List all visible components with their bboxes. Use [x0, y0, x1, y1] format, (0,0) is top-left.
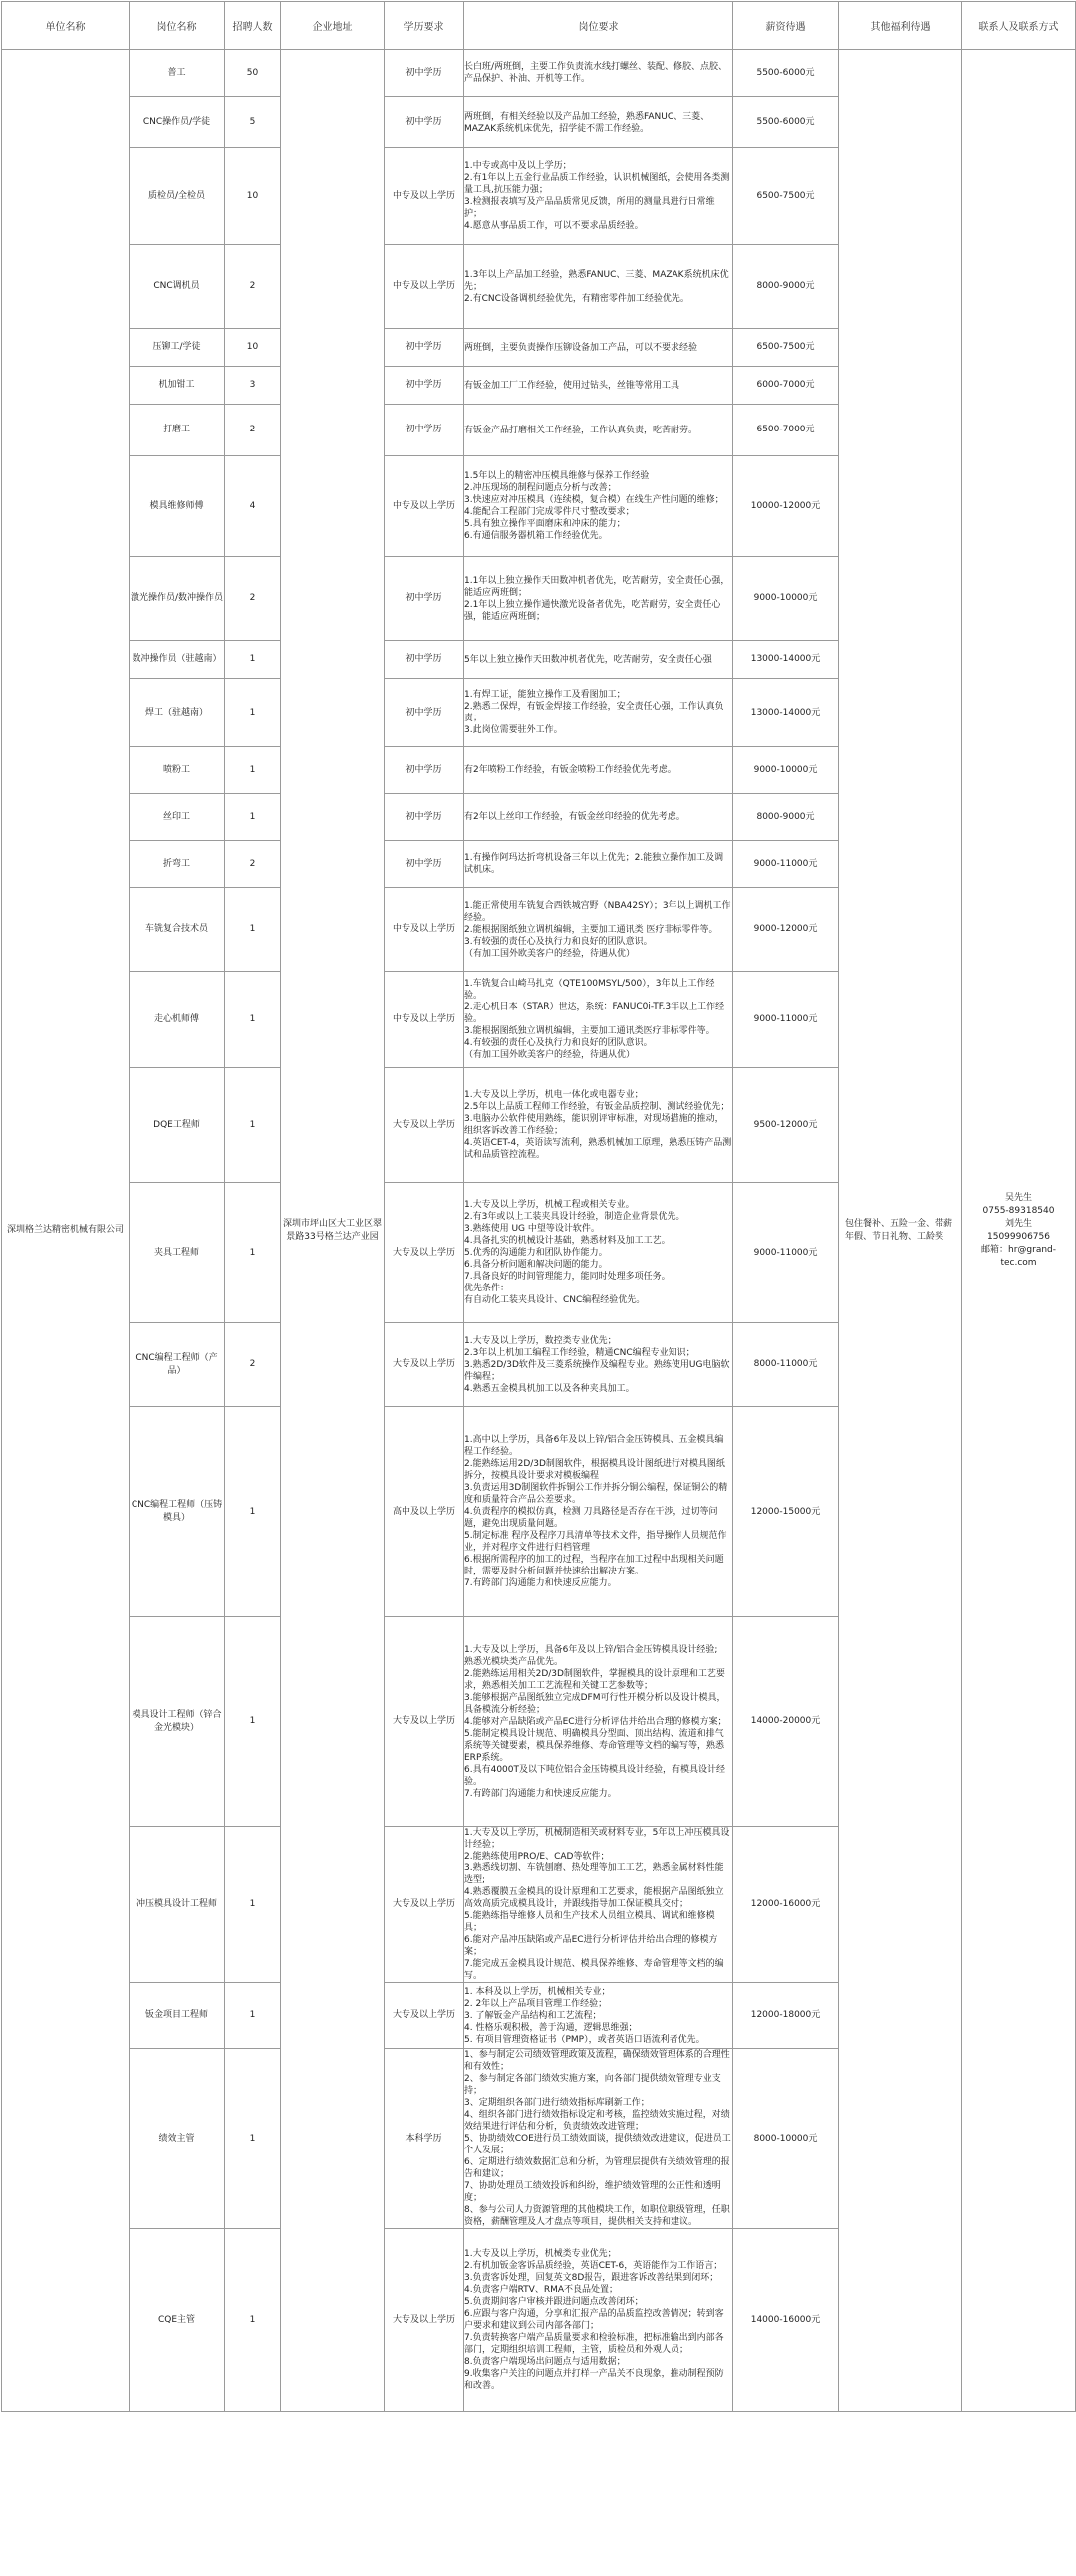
- job-education: 大专及以上学历: [385, 1983, 464, 2049]
- job-count: 1: [225, 1183, 281, 1323]
- job-education: 初中学历: [385, 557, 464, 641]
- job-education: 初中学历: [385, 97, 464, 148]
- job-requirements: 有2年喷粉工作经验，有钣金喷粉工作经验优先考虑。: [464, 747, 733, 794]
- job-requirements: 1、参与制定公司绩效管理政策及流程，确保绩效管理体系的合理性和有效性； 2、参与制定各部门绩效实施方案，向各部门提供绩效管理专业支持； 3、定期组织各部门进行绩效指标库刷新工作； 4、组织各部门进行绩效指标设定和考核，监控绩效实施过程，对绩效结果进行评估和分析，负责绩效改进管理； 5、协助绩效COE进行员工绩效面谈，提供绩效改进建议，促进员工个人发展； 6、定期进行绩效数据汇总和分析，为管理层提供有关绩效管理的报告和建议； 7、协助处理员工绩效投诉和纠纷，维护绩效管理的公正性和透明度； 8、参与公司人力资源管理的其他模块工作，如职位职级管理，任职资格，薪酬管理及人才盘点等项目，提供相关支持和建议。: [464, 2050, 731, 2227]
- job-title: CQE主管: [130, 2229, 225, 2412]
- job-salary: 9000-12000元: [733, 888, 839, 972]
- contact-line1: 吴先生: [1004, 1192, 1032, 1203]
- contact-line3: 刘先生: [1004, 1218, 1032, 1229]
- job-title: 喷粉工: [130, 747, 225, 794]
- job-education: 初中学历: [385, 841, 464, 888]
- job-count: 5: [225, 97, 281, 148]
- job-requirements: 两班倒，主要负责操作压铆设备加工产品，可以不要求经验: [464, 329, 733, 367]
- job-salary: 8000-10000元: [733, 2049, 839, 2229]
- job-education: 中专及以上学历: [385, 888, 464, 972]
- job-salary: 9000-11000元: [733, 972, 839, 1068]
- job-education: 本科学历: [385, 2049, 464, 2229]
- job-education: 初中学历: [385, 679, 464, 747]
- job-education: 初中学历: [385, 747, 464, 794]
- job-education: 中专及以上学历: [385, 148, 464, 245]
- company-name: 深圳格兰达精密机械有限公司: [2, 50, 130, 2412]
- job-education: 大专及以上学历: [385, 1617, 464, 1827]
- job-count: 2: [225, 245, 281, 329]
- job-education: 初中学历: [385, 405, 464, 456]
- job-requirements: 1.大专及以上学历，机械工程或相关专业。 2.有3年或以上工装夹具设计经验，制造企业背景优先。 3.熟练使用 UG 中望等设计软件。 4.具备扎实的机械设计基础，熟悉材料及加工工艺。 5.优秀的沟通能力和团队协作能力。 6.具备分析问题和解决问题的能力。 7.具备良好的时间管理能力，能同时处理多项任务。 优先条件： 有自动化工装夹具设计、CNC编程经验优先。: [464, 1183, 733, 1323]
- benefits-text: 包住餐补、五险一金、带薪年假、节日礼物、工龄奖: [845, 1218, 953, 1242]
- job-salary: 13000-14000元: [733, 679, 839, 747]
- job-salary: 10000-12000元: [733, 456, 839, 557]
- job-title: 折弯工: [130, 841, 225, 888]
- job-requirements: 1.有操作阿玛达折弯机设备三年以上优先；2.能独立操作加工及调试机床。: [464, 841, 733, 888]
- job-title: 机加钳工: [130, 367, 225, 405]
- job-title: 激光操作员/数冲操作员: [130, 557, 225, 641]
- job-requirements: 1.车铣复合山崎马扎克（QTE100MSYL/500），3年以上工作经验。 2.走心机日本（STAR）世达，系统：FANUC0i-TF.3年以上工作经验。 3.能根据图纸独立调机编辑，主要加工通讯类医疗非标零件等。 4.有较强的责任心及执行力和良好的团队意识。 （有加工国外欧美客户的经验，待遇从优）: [464, 972, 733, 1068]
- job-title: 质检员/全检员: [130, 148, 225, 245]
- job-requirements: 有钣金加工厂工作经验，使用过钻头，丝锥等常用工具: [464, 367, 733, 405]
- job-salary: 12000-18000元: [733, 1983, 839, 2049]
- header-company: 单位名称: [2, 2, 130, 50]
- job-salary: 9000-10000元: [733, 747, 839, 794]
- job-salary: 6500-7000元: [733, 405, 839, 456]
- job-education: 大专及以上学历: [385, 2229, 464, 2412]
- job-count: 1: [225, 747, 281, 794]
- job-salary: 5500-6000元: [733, 97, 839, 148]
- benefits-cell: [839, 50, 962, 2412]
- job-title: 普工: [130, 50, 225, 97]
- job-title: 焊工（驻越南）: [130, 679, 225, 747]
- job-requirements: 有钣金产品打磨相关工作经验，工作认真负责，吃苦耐劳。: [464, 405, 733, 456]
- header-position: 岗位名称: [130, 2, 225, 50]
- job-title: 车铣复合技术员: [130, 888, 225, 972]
- job-education: 初中学历: [385, 367, 464, 405]
- job-salary: 9500-12000元: [733, 1068, 839, 1183]
- job-requirements: 1.能正常使用车铣复合西铁城宫野（NBA42SY）；3年以上调机工作经验。 2.能根据图纸独立调机编辑，主要加工通讯类 医疗非标零件等。 3.有较强的责任心及执行力和良好的团队意识。 （有加工国外欧美客户的经验，待遇从优）: [464, 888, 733, 972]
- job-salary: 12000-16000元: [733, 1827, 839, 1983]
- header-education: 学历要求: [385, 2, 464, 50]
- job-title: 钣金项目工程师: [130, 1983, 225, 2049]
- job-count: 1: [225, 1827, 281, 1983]
- job-requirements: 有2年以上丝印工作经验，有钣金丝印经验的优先考虑。: [464, 794, 733, 841]
- job-count: 1: [225, 888, 281, 972]
- job-title: 模具设计工程师（锌合金光模块）: [130, 1617, 225, 1827]
- job-salary: 12000-15000元: [733, 1407, 839, 1617]
- company-address: 深圳市坪山区大工业区翠景路33号格兰达产业园: [281, 50, 385, 2412]
- job-salary: 8000-9000元: [733, 245, 839, 329]
- job-title: 模具维修师傅: [130, 456, 225, 557]
- job-salary: 6500-7500元: [733, 329, 839, 367]
- job-education: 初中学历: [385, 641, 464, 679]
- header-benefits: 其他福利待遇: [839, 2, 962, 50]
- contact-cell: [962, 50, 1076, 2412]
- table-row: [2, 50, 1076, 97]
- job-title: 绩效主管: [130, 2049, 225, 2229]
- job-count: 10: [225, 329, 281, 367]
- job-title: 压铆工/学徒: [130, 329, 225, 367]
- job-count: 1: [225, 641, 281, 679]
- job-education: 初中学历: [385, 794, 464, 841]
- job-education: 高中及以上学历: [385, 1407, 464, 1617]
- job-title: 夹具工程师: [130, 1183, 225, 1323]
- job-count: 4: [225, 456, 281, 557]
- job-count: 1: [225, 794, 281, 841]
- job-requirements: 1.3年以上产品加工经验，熟悉FANUC、三菱、MAZAK系统机床优先； 2.有CNC设备调机经验优先，有精密零件加工经验优先。: [464, 245, 733, 329]
- job-requirements: 1.大专及以上学历，数控类专业优先； 2.3年以上机加工编程工作经验，精通CNC编程专业知识； 3.熟悉2D/3D软件及三菱系统操作及编程专业。熟练使用UG电脑软件编程； 4.熟悉五金模具机加工以及各种夹具加工。: [464, 1323, 733, 1407]
- job-salary: 9000-11000元: [733, 841, 839, 888]
- job-salary: 5500-6000元: [733, 50, 839, 97]
- job-salary: 13000-14000元: [733, 641, 839, 679]
- header-contact: 联系人及联系方式: [962, 2, 1076, 50]
- job-count: 2: [225, 841, 281, 888]
- job-salary: 9000-11000元: [733, 1183, 839, 1323]
- job-title: CNC操作员/学徒: [130, 97, 225, 148]
- job-requirements: 1.有焊工证，能独立操作工及看图加工； 2.熟悉二保焊，有钣金焊接工作经验，安全责任心强，工作认真负责； 3.此岗位需要驻外工作。: [464, 679, 733, 747]
- job-count: 1: [225, 2049, 281, 2229]
- job-education: 中专及以上学历: [385, 972, 464, 1068]
- job-education: 初中学历: [385, 50, 464, 97]
- job-salary: 6000-7000元: [733, 367, 839, 405]
- job-salary: 8000-11000元: [733, 1323, 839, 1407]
- job-rows: [2, 50, 1076, 2412]
- job-salary: 9000-10000元: [733, 557, 839, 641]
- job-education: 中专及以上学历: [385, 245, 464, 329]
- job-count: 2: [225, 1323, 281, 1407]
- job-count: 10: [225, 148, 281, 245]
- recruitment-table: [1, 1, 1076, 2412]
- job-count: 50: [225, 50, 281, 97]
- header-salary: 薪资待遇: [733, 2, 839, 50]
- job-title: DQE工程师: [130, 1068, 225, 1183]
- job-requirements: 两班倒，有相关经验以及产品加工经验，熟悉FANUC、三菱、MAZAK系统机床优先，招学徒不需工作经验。: [464, 97, 733, 148]
- job-education: 初中学历: [385, 329, 464, 367]
- job-requirements: 1. 本科及以上学历，机械相关专业； 2. 2年以上产品项目管理工作经验； 3. 了解钣金产品结构和工艺流程； 4. 性格乐观积极，善于沟通，逻辑思维强； 5. 有项目管理资格证书（PMP），或者英语口语流利者优先。: [464, 1983, 733, 2049]
- job-title: 数冲操作员（驻越南）: [130, 641, 225, 679]
- job-title: CNC调机员: [130, 245, 225, 329]
- header-requirements: 岗位要求: [464, 2, 733, 50]
- header-count: 招聘人数: [225, 2, 281, 50]
- job-salary: 8000-9000元: [733, 794, 839, 841]
- job-count: 3: [225, 367, 281, 405]
- job-education: 大专及以上学历: [385, 1183, 464, 1323]
- job-count: 1: [225, 1983, 281, 2049]
- job-requirements: 1.高中以上学历，具备6年及以上锌/铝合金压铸模具、五金模具编程工作经验。 2.能熟练运用2D/3D制图软件，根据模具设计图纸进行对模具图纸拆分，按模具设计要求对模板编程 3.负责运用3D制图软件拆铜公工作并拆分铜公编程，保证铜公的精度和质量符合产品公差要求。 4.负责程序的模拟仿真，检测 刀具路径是否存在干涉，过切等问题，避免出现质量问题。 5.制定标准 程序及程序刀具清单等技术文件，指导操作人员规范作业，并对程序文件进行归档管理 6.根据所需程序的加工的过程，当程序在加工过程中出现相关问题时，需要及时分析问题并快速给出解决方案。 7.有跨部门沟通能力和快速反应能力。: [464, 1407, 733, 1617]
- job-title: 丝印工: [130, 794, 225, 841]
- job-count: 2: [225, 405, 281, 456]
- job-salary: 6500-7500元: [733, 148, 839, 245]
- job-requirements: 1.中专或高中及以上学历； 2.有1年以上五金行业品质工作经验，认识机械图纸，会使用各类测量工具,抗压能力强； 3.检测报表填写及产品品质常见反馈，所用的测量具进行日常维护； 4.愿意从事品质工作，可以不要求品质经验。: [464, 148, 733, 245]
- job-education: 大专及以上学历: [385, 1068, 464, 1183]
- job-title: CNC编程工程师（压铸模具）: [130, 1407, 225, 1617]
- job-count: 1: [225, 2229, 281, 2412]
- job-salary: 14000-16000元: [733, 2229, 839, 2412]
- job-title: 走心机师傅: [130, 972, 225, 1068]
- job-count: 1: [225, 1407, 281, 1617]
- header-address: 企业地址: [281, 2, 385, 50]
- job-requirements: 1.大专及以上学历，机械制造相关或材料专业，5年以上冲压模具设计经验； 2.能熟练使用PRO/E、CAD等软件； 3.熟悉线切割、车铣刨磨、热处理等加工工艺，熟悉金属材料性能选型; 4.熟悉覆膜五金模具的设计原理和工艺要求，能根据产品图纸独立高效高质完成模具设计，并跟线指导加工保证模具交付； 5.能熟练指导维修人员和生产技术人员组立模具、调试和维修模具； 6.能对产品冲压缺陷或产品EC进行分析评估并给出合理的修模方案； 7.能完成五金模具设计规范、模具保养维修、寿命管理等文档的编写。: [464, 1827, 733, 1983]
- job-education: 中专及以上学历: [385, 456, 464, 557]
- job-title: CNC编程工程师（产品）: [130, 1323, 225, 1407]
- job-requirements: 长白班/两班倒，主要工作负责流水线打螺丝、装配、修胶、点胶、产品保护、补油、开机等工作。: [464, 50, 733, 97]
- job-count: 1: [225, 1617, 281, 1827]
- job-education: 大专及以上学历: [385, 1827, 464, 1983]
- job-title: 冲压模具设计工程师: [130, 1827, 225, 1983]
- job-count: 1: [225, 972, 281, 1068]
- job-requirements: 1.大专及以上学历，机械类专业优先； 2.有机加钣金客诉品质经验，英语CET-6，英语能作为工作语言； 3.负责客诉处理，回复英文8D报告，跟进客诉改善结果到闭环； 4.负责客户端RTV、RMA不良品处置； 5.负责期间客户审核并跟进问题点改善闭环； 6.应跟与客户沟通，分享和汇报产品的品质监控改善情况；转到客户要求和建议到公司内部各部门； 7.负责转换客户端产品质量要求和检验标准，把标准输出到内部各部门，定期组织培训工程师，主管，质检员和外观人员； 8.负责客户端现场出问题点与适用数据； 9.收集客户关注的问题点并打样一产品关不良现象，推动制程预防和改善。: [464, 2229, 733, 2412]
- job-education: 大专及以上学历: [385, 1323, 464, 1407]
- header-row: [2, 2, 1076, 50]
- job-count: 2: [225, 557, 281, 641]
- job-requirements: 1.1年以上独立操作天田数冲机者优先，吃苦耐劳，安全责任心强，能适应两班倒； 2.1年以上独立操作通快激光设备者优先，吃苦耐劳，安全责任心强，能适应两班倒；: [464, 557, 733, 641]
- contact-line2: 0755-89318540: [982, 1205, 1055, 1216]
- job-requirements: 5年以上独立操作天田数冲机者优先，吃苦耐劳，安全责任心强: [464, 641, 733, 679]
- job-count: 1: [225, 1068, 281, 1183]
- contact-line4: 15099906756: [987, 1231, 1050, 1242]
- contact-line6: tec.com: [1000, 1257, 1037, 1268]
- job-salary: 14000-20000元: [733, 1617, 839, 1827]
- contact-line5: 邮箱：hr@grand-: [981, 1244, 1056, 1255]
- job-requirements: 1.大专及以上学历，机电一体化或电器专业； 2.5年以上品质工程师工作经验，有钣金品质控制、测试经验优先； 3.电脑办公软件使用熟练，能识别评审标准，对现场措施的推动，组织客诉改善工作经验； 4.英语CET-4，英语读写流利，熟悉机械加工原理，熟悉压铸产品测试和品质管控流程。: [464, 1068, 733, 1183]
- job-title: 打磨工: [130, 405, 225, 456]
- job-requirements: 1.5年以上的精密冲压模具维修与保养工作经验 2.冲压现场的制程问题点分析与改善； 3.快速应对冲压模具（连续模，复合模）在线生产性问题的维修； 4.能配合工程部门完成零件尺寸整改要求； 5.具有独立操作平面磨床和冲床的能力； 6.有通信服务器机箱工作经验优先。: [464, 456, 733, 557]
- job-count: 1: [225, 679, 281, 747]
- job-requirements: 1.大专及以上学历，具备6年及以上锌/铝合金压铸模具设计经验; 熟悉光模块类产品优先。 2.能熟练运用相关2D/3D制图软件，掌握模具的设计原理和工艺要求，熟悉相关加工工艺流程和关键工艺参数等； 3.能够根据产品图纸独立完成DFM可行性开模分析以及设计模具，具备模流分析经验； 4.能够对产品缺陷或产品EC进行分析评估并给出合理的修模方案； 5.能制定模具设计规范、明确模具分型面、顶出结构、流道和排气系统等关键要素，模具保养维修、寿命管理等文档的编写等，熟悉ERP系统。 6.具有4000T及以下吨位铝合金压铸模具设计经验，有模具设计经验。 7.有跨部门沟通能力和快速反应能力。: [464, 1617, 733, 1827]
